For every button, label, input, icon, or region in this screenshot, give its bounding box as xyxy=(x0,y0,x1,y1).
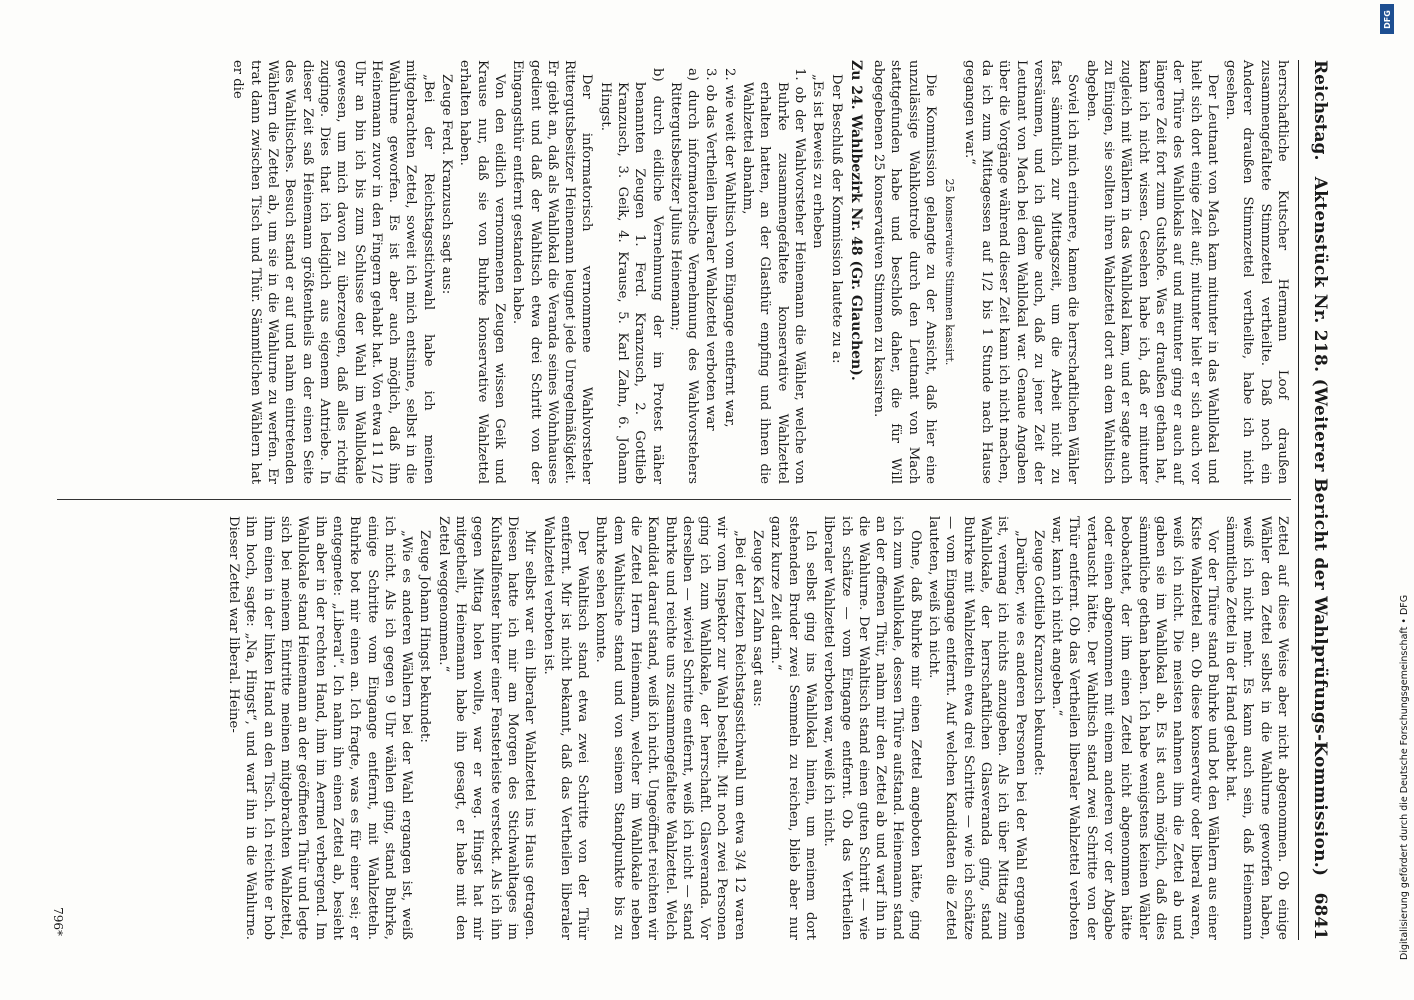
paragraph: 1. ob der Wahlvorsteher Heinemann die Wähler, welche von Buhrke zusammengefaltete konservative Wahlzettel erhalten hatten, an der Glasthür empfing und ihnen die Wahlzettel abnahm, xyxy=(740,68,807,484)
paragraph: Zeuge Gottlieb Kranzusch bekundet: xyxy=(1030,530,1046,776)
paragraph: Ich selbst ging ins Wahllokal hinein, um meinem dort stehenden Bruder zwei Semmeln zu reichen, blieb aber nur ganz kurze Zeit darin.“ xyxy=(768,516,818,940)
paragraph: Vor der Thüre stand Buhrke und bot den Wählern aus einer Kiste Wahlzettel an. Ob diese konservativ oder liberal waren, weiß ich nicht. Die meisten nahmen ihm die Zettel ab und gaben sie im Wahllokal ab. Es ist auch möglich, daß dies sämmtliche gethan haben. Ich habe wenigstens keinen Wähler beobachtet, der ihm einen Zettel nicht abgenommen hätte oder einen abgenommen mit einem anderen vor der Abgabe vertauscht hätte. Der Wahltisch stand zwei Schritte von der Thür entfernt. Ob das Vertheilen liberaler Wahlzettel verboten war, kann ich nicht angeben.“ xyxy=(1049,516,1220,940)
paragraph: „Darüber, wie es anderen Personen bei der Wahl ergangen ist, vermag ich nichts anzugeben. Als ich über Mittag zum Wahllokale, der herrschaftlichen Glasveranda ging, stand Buhrke mit Wahlzetteln etwa drei Schritte — wie ich schätze — vom Eingange entfernt. Auf welchen Kandidaten die Zettel lauteten, weiß ich nicht. xyxy=(926,516,1028,940)
paragraph: „Bei der Reichstagsstichwahl habe ich meinen mitgebrachten Zettel, soweit ich mich entsinne, selbst in die Wahlurne geworfen. Es ist aber auch möglich, daß ihn Heinemann zuvor in den Fingern gehabt hat. Von etwa 11 1/2 Uhr an bin ich bis zum Schlusse der Wahl im Wahllokale gewesen, um mich davon zu überzeugen, daß alles richtig zuginge. Dies that ich lediglich aus eigenem Antriebe. In dieser Zeit saß Heinemann größtentheils an der einen Seite des Wahltisches. Besuch stand er auf und nahm eintretenden Wählern die Zettel ab, um sie in die Wahlurne zu werfen. Er trat dann zwischen Tisch und Thür. Sämmtlichen Wählern hat er die xyxy=(230,60,436,484)
paragraph: a) durch informatorische Vernehmung des Wahlvorstehers Rittergutsbesitzer Julius Heinemann; xyxy=(667,68,701,484)
column-divider xyxy=(57,499,1291,500)
paragraph: Zettel auf diese Weise aber nicht abgenommen. Ob einige Wähler den Zettel selbst in die Wahlurne geworfen haben, weiß ich nicht mehr. Es kann auch sein, daß Heinemann sämmtliche Zettel in der Hand gehabt hat. xyxy=(1223,516,1290,940)
funding-note: Digitalisierung gefördert durch die Deutsche Forschungsgemeinschaft • DFG xyxy=(1399,594,1410,960)
paragraph: Zeuge Johann Hingst bekundet: xyxy=(417,530,433,743)
paragraph: Der informatorisch vernommene Wahlvorsteher Rittergutsbesitzer Heinemann leugnet jede Unregelmäßigkeit. Er giebt an, daß als Wahllokal die Veranda seines Wohnhauses gedient und daß der Wahltisch etwa drei Schritt von der Eingangsthür entfernt gestanden habe. xyxy=(510,60,595,484)
paragraph: „Wie es anderen Wählern bei der Wahl ergangen ist, weiß ich nicht. Als ich gegen 9 Uhr wählen ging, stand Buhrke, einige Schritte vom Eingange entfernt, mit Wahlzetteln. Buhrke bot mir einen an. Ich fragte, was es für einer sei; er entgegnete: „Liberal“. Ich nahm ihn einen Zettel ab, besieht ihn aber in der rechten Hand, ihm im Aermel verbergend. Im Wahllokale stand Heinemann an der geöffneten Thür und legte sich bei meinem Eintritte meinen mitgebrachten Wahlzettel, ihm einen in der linken Hand an den Tisch. Ich reichte er hob ihn hoch, sagte: „Na, Hingst“, und warf ihn in die Wahlurne. Dieser Zettel war liberal. Heine- xyxy=(226,516,415,940)
paragraph: 3. ob das Vertheilen liberaler Wahlzettel verboten war xyxy=(703,68,719,431)
paragraph: Mir selbst war ein liberaler Wahlzettel ins Haus getragen. Diesen hatte ich mir am Morgen des Stichwahltages im Kuhstallfenster hinter einer Fensterleiste versteckt. Als ich ihn gegen Mittag holen wollte, war er weg. Hingst hat mir mitgetheilt, Heinemann habe ihn gesagt, er habe mit den Zettel weggenommen.“ xyxy=(435,516,538,940)
funding-sideband xyxy=(1378,40,1410,960)
right-column xyxy=(57,516,1291,940)
paragraph: Zeuge Ferd. Kranzusch sagt aus: xyxy=(439,74,455,295)
paragraph: Von den eidlich vernommenen Zeugen wissen Geik und Krause nur, daß sie von Buhrke konservative Wahlzettel erhalten haben. xyxy=(457,60,507,484)
paragraph: „Es ist Beweis zu erheben xyxy=(810,74,826,249)
rotated-page xyxy=(47,50,1347,950)
paragraph: 25 konservative Stimmen kassirt. xyxy=(943,178,957,366)
page-header xyxy=(1298,60,1339,940)
paragraph: Die Kommission gelangte zu der Ansicht, daß hier eine unzulässige Wahlkontrole durch den Leutnant von Mach stattgefunden habe und beschloß daher, die für Will abgegebenen 25 konservativen Stimmen zu kassiren. xyxy=(871,60,939,484)
paragraph: Der Beschluß der Kommission lautete zu a: xyxy=(828,74,844,364)
header-title: Aktenstück Nr. 218. (Weiterer Bericht der Wahlprüfungs-Kommission.) xyxy=(1309,176,1330,877)
paragraph: Der Wahltisch stand etwa zwei Schritte von der Thür entfernt. Mir ist nicht bekannt, daß das Vertheilen liberaler Wahlzettel verboten ist. xyxy=(540,516,591,940)
paragraph: 2. wie weit der Wahltisch vom Eingange entfernt war, xyxy=(721,68,737,428)
left-column xyxy=(57,60,1291,484)
dfg-logo: DFG xyxy=(1380,4,1394,34)
paragraph: Soviel ich mich erinnere, kamen die herrschaftlichen Wähler fast sämmtlich zur Mittagszeit, um die Arbeit nicht zu versäumen, und ich glaube auch, daß zu jener Zeit der Leutnant von Mach bei dem Wahllokal war. Genaue Angaben über die Vorgänge während dieser Zeit kann ich nicht machen, da ich zum Mittagessen auf 1/2 bis 1 Stunde nach Hause gegangen war.“ xyxy=(961,60,1081,484)
paragraph: Zeuge Karl Zahn sagt aus: xyxy=(750,530,766,707)
section-heading: Zu 24. Wahlbezirk Nr. 48 (Gr. Glauchen). xyxy=(847,60,864,381)
paragraph: Ohne, daß Buhrke mir einen Zettel angeboten hätte, ging ich zum Wahllokale, dessen Thüre aufstand. Heinemann stand an der offenen Thür, nahm mir den Zettel ab und warf ihn in die Wahlurne. Der Wahltisch stand einen guten Schritt — wie ich schätze — vom Eingange entfernt. Ob das Vertheilen liberaler Wahlzettel verboten war, weiß ich nicht. xyxy=(821,516,923,940)
paragraph: Der Leutnant von Mach kam mitunter in das Wahllokal und hielt sich dort einige Zeit auf; mitunter hielt er sich auch vor der Thüre des Wahllokals auf und mitunter ging er auch auf längere Zeit fort zum Gutshofe. Was er draußen gethan hat, kann ich nicht wissen. Gesehen habe ich, daß er mitunter zugleich mit Wählern in das Wahllokal kam, und er sagte auch zu Einigen, sie sollten ihren Wahlzettel dort an dem Wahltisch abgeben. xyxy=(1083,60,1220,484)
signature-mark: 796* xyxy=(51,907,66,936)
header-left: Reichstag. xyxy=(1309,60,1330,161)
paragraph: b) durch eidliche Vernehmung der im Protest näher benannten Zeugen 1. Ferd. Kranzusch, 2. Gottlieb Kranzusch, 3. Geik, 4. Krause, 5. Karl Zahn, 6. Johann Hingst. xyxy=(597,68,665,484)
page-number: 6841 xyxy=(1309,892,1330,940)
paragraph: herrschaftliche Kutscher Hermann Loof draußen zusammengefaltete Stimmzettel vertheilte. Daß noch ein Anderer draußen Stimmzettel vertheilte, habe ich nicht gesehen. xyxy=(1223,60,1290,484)
paragraph: „Bei der letzten Reichstagsstichwahl um etwa 3/4 12 waren wir vom Inspektor zur Wahl bestellt. Mit noch zwei Personen ging ich zum Wahllokale, der herrschaftl. Glasveranda. Vor derselben — wieviel Schritte entfernt, weiß ich nicht — stand Buhrke und reichte uns zusammengefaltete Wahlzettel. Welch Kandidat darauf stand, weiß ich nicht. Ungeöffnet reichten wir die Zettel Herrn Heinemann, welcher im Wahllokale neben dem Wahltische stand und von seinem Standpunkte bis zu Buhrke sehen konnte. xyxy=(593,516,747,940)
